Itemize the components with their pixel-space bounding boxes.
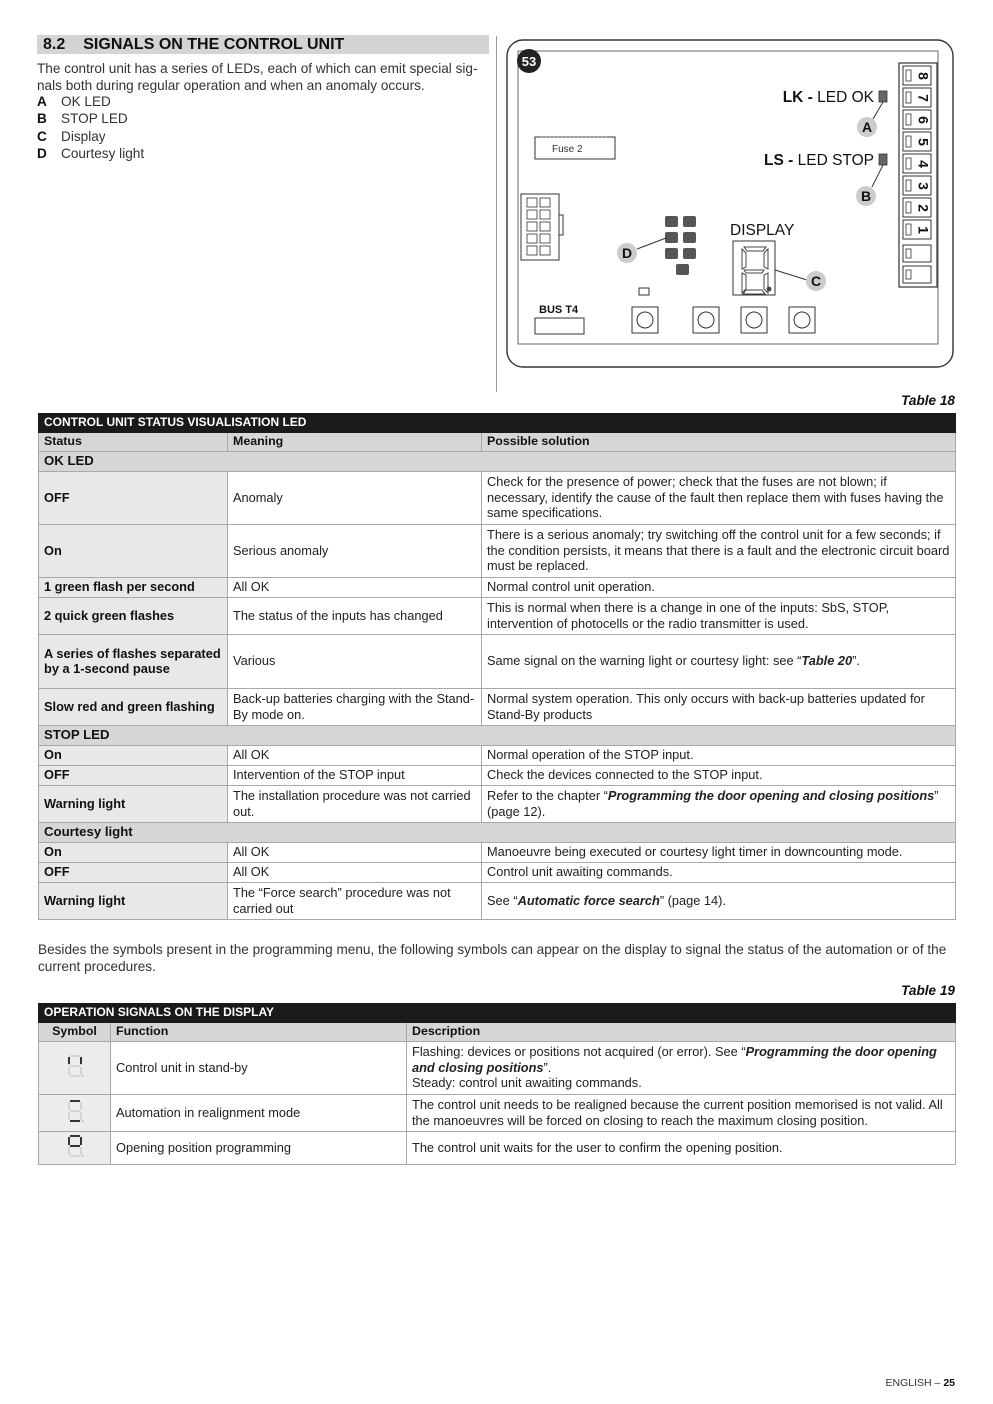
terminal-slot <box>906 70 911 81</box>
table-row <box>39 577 956 597</box>
meaning-cell: The status of the inputs has changed <box>228 597 482 634</box>
connector-pin <box>540 210 550 219</box>
meaning-cell: The “Force search” procedure was not carried out <box>228 882 482 919</box>
description-cell <box>407 1041 956 1094</box>
col-status: Status <box>39 432 228 451</box>
table-19-caption: Table 19 <box>901 983 955 998</box>
status-cell: Slow red and green flashing <box>39 688 228 725</box>
status-cell: A series of flashes separated by a 1-second pause <box>39 634 228 688</box>
function-cell: Control unit in stand-by <box>111 1041 407 1094</box>
solution-text-end: ”. <box>852 653 860 669</box>
callout-c: C <box>810 273 822 289</box>
courtesy-light-led-cluster <box>665 216 696 275</box>
status-cell: Warning light <box>39 785 228 822</box>
terminal-slot <box>906 158 911 169</box>
led-status-table <box>38 413 956 920</box>
meaning-cell: Serious anomaly <box>228 524 482 577</box>
opening-programming-segments-icon <box>39 1131 111 1164</box>
terminal-slot <box>906 92 911 103</box>
terminal-number: 7 <box>915 94 932 102</box>
led-ok-prefix: LK - <box>782 89 818 106</box>
table-row <box>39 882 956 919</box>
solution-cell: Manoeuvre being executed or courtesy light timer in downcounting mode. <box>482 842 956 862</box>
legend-label: STOP LED <box>61 111 128 127</box>
legend-item <box>37 145 144 162</box>
led-stop-indicator <box>879 154 887 165</box>
terminal-slot <box>906 180 911 191</box>
table-row <box>39 765 956 785</box>
terminal-block <box>899 63 937 287</box>
solution-cell: Check for the presence of power; check that the fuses are not blown; if necessary, identify the cause of the fault then replace them with fuses having the same specifications. <box>482 471 956 524</box>
table-reference: Table 20 <box>801 653 853 669</box>
connector-pin <box>540 222 550 231</box>
legend-label: Display <box>61 128 106 144</box>
push-button-1 <box>632 307 658 333</box>
meaning-cell: All OK <box>228 842 482 862</box>
status-cell: Warning light <box>39 882 228 919</box>
solution-cell: Normal system operation. This only occurs with back-up batteries updated for Stand-By products <box>482 688 956 725</box>
description-text: Flashing: devices or positions not acquired (or error). See “ <box>412 1044 746 1060</box>
solution-cell <box>482 882 956 919</box>
description-cell: The control unit needs to be realigned because the current position memorised is not valid. All the manoeuvres will be forced on closing to reach the maximum closing position. <box>407 1094 956 1131</box>
legend-key: B <box>37 111 47 127</box>
table-row <box>39 1131 956 1164</box>
legend-label: Courtesy light <box>61 145 145 161</box>
group-ok-led: OK LED <box>39 451 956 471</box>
solution-cell: Normal control unit operation. <box>482 577 956 597</box>
meaning-cell: The installation procedure was not carried out. <box>228 785 482 822</box>
function-cell: Automation in realignment mode <box>111 1094 407 1131</box>
solution-cell: Control unit awaiting commands. <box>482 862 956 882</box>
control-unit-figure <box>506 39 954 368</box>
legend-key: D <box>37 145 47 161</box>
solution-cell: There is a serious anomaly; try switching off the control unit for a few seconds; if the condition persists, it means that there is a fault and the electronic circuit board must be replaced. <box>482 524 956 577</box>
push-buttons <box>632 307 815 333</box>
connector-pin <box>540 234 550 243</box>
status-cell: On <box>39 524 228 577</box>
terminal-number: 4 <box>915 160 932 168</box>
status-cell: 1 green flash per second <box>39 577 228 597</box>
terminal-number: 1 <box>915 226 932 234</box>
section-heading <box>37 35 489 54</box>
status-cell: OFF <box>39 862 228 882</box>
table-row <box>39 862 956 882</box>
connector-pin <box>527 198 537 207</box>
push-button-3 <box>741 307 767 333</box>
table-row <box>39 785 956 822</box>
solution-text-end: ” (page 14). <box>659 892 726 908</box>
table-row <box>39 1041 956 1094</box>
legend-key: C <box>37 128 47 144</box>
section-number: 8.2 <box>43 36 66 53</box>
page-footer <box>886 1377 955 1389</box>
meaning-cell: All OK <box>228 577 482 597</box>
solution-cell: This is normal when there is a change in one of the inputs: SbS, STOP, intervention of photocells or the radio transmitter is used. <box>482 597 956 634</box>
column-divider <box>496 36 497 392</box>
table-title: OPERATION SIGNALS ON THE DISPLAY <box>39 1004 956 1023</box>
solution-text-end: ” (page 12). <box>487 788 939 819</box>
callout-a: A <box>861 119 873 135</box>
status-cell: OFF <box>39 765 228 785</box>
figure-number: 53 <box>521 54 537 69</box>
bus-t4-connector <box>535 318 584 334</box>
solution-cell: Normal operation of the STOP input. <box>482 745 956 765</box>
col-function: Function <box>111 1022 407 1041</box>
legend-label: OK LED <box>61 94 111 109</box>
fuse-label: Fuse 2 <box>552 144 583 155</box>
connector-pin <box>527 246 537 255</box>
col-description: Description <box>407 1022 956 1041</box>
connector-pin <box>527 234 537 243</box>
solution-cell <box>482 785 956 822</box>
terminal-number: 5 <box>915 138 932 146</box>
terminal-slot <box>906 224 911 235</box>
col-solution: Possible solution <box>482 432 956 451</box>
meaning-cell: All OK <box>228 862 482 882</box>
led-ok-indicator <box>879 91 887 102</box>
meaning-cell: Back-up batteries charging with the Stand-By mode on. <box>228 688 482 725</box>
table-row <box>39 597 956 634</box>
table-row <box>39 688 956 725</box>
push-button-4 <box>789 307 815 333</box>
symbols-paragraph: Besides the symbols present in the programming menu, the following symbols can appear on the display to signal the status of the automation or of the current procedures. <box>38 942 947 974</box>
section-title: SIGNALS ON THE CONTROL UNIT <box>83 36 345 53</box>
meaning-cell: All OK <box>228 745 482 765</box>
solution-text: Refer to the chapter “ <box>487 788 608 803</box>
status-cell: 2 quick green flashes <box>39 597 228 634</box>
display-signals-table <box>38 1003 956 1165</box>
table-row <box>39 842 956 862</box>
push-button-2 <box>693 307 719 333</box>
terminal-slot <box>906 202 911 213</box>
connector-pin <box>540 246 550 255</box>
status-cell: OFF <box>39 471 228 524</box>
col-meaning: Meaning <box>228 432 482 451</box>
terminal-slot <box>906 114 911 125</box>
chapter-reference: Programming the door opening and closing positions <box>607 788 935 803</box>
figure-legend <box>37 93 144 162</box>
solution-cell: Check the devices connected to the STOP input. <box>482 765 956 785</box>
table-row <box>39 745 956 765</box>
status-cell: On <box>39 745 228 765</box>
terminal-slot <box>906 136 911 147</box>
group-stop-led: STOP LED <box>39 725 956 745</box>
led-stop-label <box>764 152 874 169</box>
meaning-cell: Intervention of the STOP input <box>228 765 482 785</box>
table-row <box>39 524 956 577</box>
terminal-number: 2 <box>915 204 932 212</box>
group-courtesy-light: Courtesy light <box>39 822 956 842</box>
led-ok-label <box>783 89 875 106</box>
connector-pin <box>527 210 537 219</box>
legend-item <box>37 110 144 127</box>
table-row <box>39 1094 956 1131</box>
chapter-reference: Automatic force search <box>517 892 660 908</box>
callout-d: D <box>621 245 633 261</box>
intro-paragraph: The control unit has a series of LEDs, each of which can emit special sig-nals both during regular operation and when an anomaly occurs. <box>37 61 478 93</box>
description-cell: The control unit waits for the user to confirm the opening position. <box>407 1131 956 1164</box>
terminal-number: 6 <box>915 116 932 124</box>
control-board-diagram <box>506 39 954 368</box>
legend-item <box>37 93 144 110</box>
connector-pin <box>527 222 537 231</box>
small-led <box>639 288 649 295</box>
legend-item <box>37 128 144 145</box>
connector-block <box>521 194 563 260</box>
display-label: DISPLAY <box>730 222 795 239</box>
table-title: CONTROL UNIT STATUS VISUALISATION LED <box>39 414 956 433</box>
led-stop-text: LED STOP <box>797 152 874 169</box>
chapter-reference: Programming the door opening and closing positions <box>412 1044 937 1075</box>
function-cell: Opening position programming <box>111 1131 407 1164</box>
terminal-number: 8 <box>915 72 932 80</box>
col-symbol: Symbol <box>39 1022 111 1041</box>
description-line-2: Steady: control unit awaiting commands. <box>412 1075 642 1091</box>
connector-pin <box>540 198 550 207</box>
meaning-cell: Various <box>228 634 482 688</box>
terminal-number: 3 <box>915 182 932 190</box>
status-cell: On <box>39 842 228 862</box>
table-row <box>39 634 956 688</box>
solution-text: See “ <box>487 892 518 908</box>
solution-cell <box>482 634 956 688</box>
table-18-caption: Table 18 <box>901 393 955 408</box>
standby-segments-icon <box>39 1041 111 1094</box>
footer-language: ENGLISH – <box>885 1377 944 1389</box>
bus-t4-label: BUS T4 <box>539 304 579 316</box>
led-stop-prefix: LS - <box>764 152 798 169</box>
callout-b: B <box>860 188 872 204</box>
page-number: 25 <box>943 1377 955 1389</box>
meaning-cell: Anomaly <box>228 471 482 524</box>
legend-key: A <box>37 94 47 109</box>
table-row <box>39 471 956 524</box>
led-ok-text: LED OK <box>817 89 874 106</box>
solution-text: Same signal on the warning light or courtesy light: see “ <box>487 653 802 669</box>
description-text-end: ”. <box>543 1059 552 1075</box>
realignment-segments-icon <box>39 1094 111 1131</box>
